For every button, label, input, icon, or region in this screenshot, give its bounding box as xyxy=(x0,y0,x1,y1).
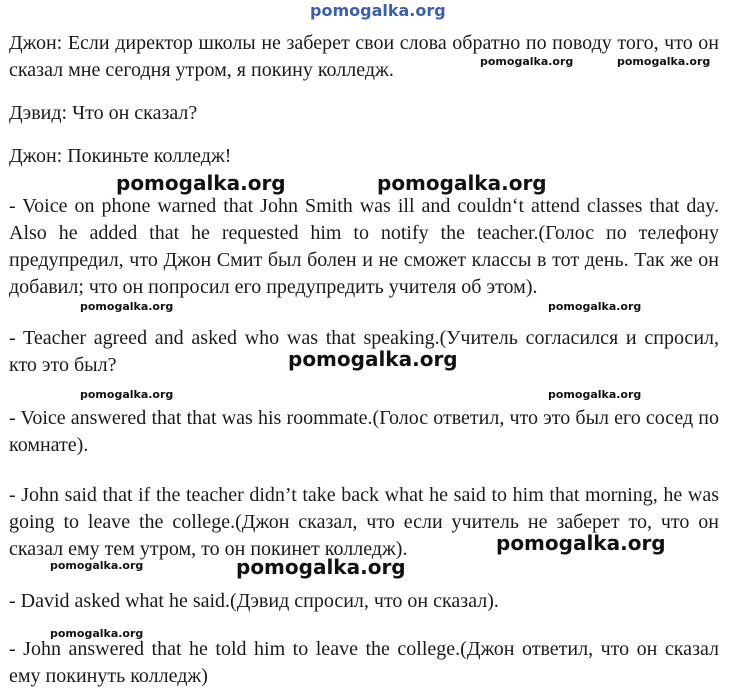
paragraph-john-answered: - John answered that he told him to leave the college.(Джон ответил, что он сказал ему покинуть колледж) xyxy=(9,638,719,687)
paragraph-teacher-agreed: - Teacher agreed and asked who was that speaking.(Учитель согласился и спросил, кто это был? xyxy=(9,327,719,376)
watermark-small: pomogalka.org xyxy=(50,559,144,572)
paragraph-john-threat: Джон: Если директор школы не заберет свои слова обратно по поводу того, что он сказал мне сегодня утром, я покину колледж. xyxy=(9,32,719,81)
watermark-large: pomogalka.org xyxy=(377,171,547,195)
paragraph-david-question: Дэвид: Что он сказал? xyxy=(9,102,198,124)
header-watermark: pomogalka.org xyxy=(310,1,446,20)
watermark-small: pomogalka.org xyxy=(480,55,574,68)
watermark-small: pomogalka.org xyxy=(548,300,642,313)
watermark-small: pomogalka.org xyxy=(50,627,144,640)
watermark-small: pomogalka.org xyxy=(80,300,174,313)
paragraph-david-asked: - David asked what he said.(Дэвид спросил, что он сказал). xyxy=(9,590,499,612)
watermark-small: pomogalka.org xyxy=(548,388,642,401)
paragraph-john-answer: Джон: Покиньте колледж! xyxy=(9,145,232,167)
watermark-large: pomogalka.org xyxy=(236,555,406,579)
watermark-small: pomogalka.org xyxy=(617,55,711,68)
paragraph-john-said: - John said that if the teacher didn’t take back what he said to him that morning, he was going to leave the college.(Джон сказал, что если учитель не заберет то, что он сказал ему тем утром, то он покинет колледж). xyxy=(9,484,719,560)
watermark-large: pomogalka.org xyxy=(496,531,666,555)
watermark-large: pomogalka.org xyxy=(116,171,286,195)
watermark-large: pomogalka.org xyxy=(288,347,458,371)
watermark-small: pomogalka.org xyxy=(80,388,174,401)
paragraph-voice-answered: - Voice answered that that was his roommate.(Голос ответил, что это был его сосед по комнате). xyxy=(9,407,719,456)
paragraph-voice-warned: - Voice on phone warned that John Smith was ill and couldn‘t attend classes that day. Also he added that he requested him to notify the teacher.(Голос по телефону предупредил, что Джон Смит был болен и не сможет классы в тот день. Так же он добавил; что он попросил его предупредить учителя об этом). xyxy=(9,195,719,298)
